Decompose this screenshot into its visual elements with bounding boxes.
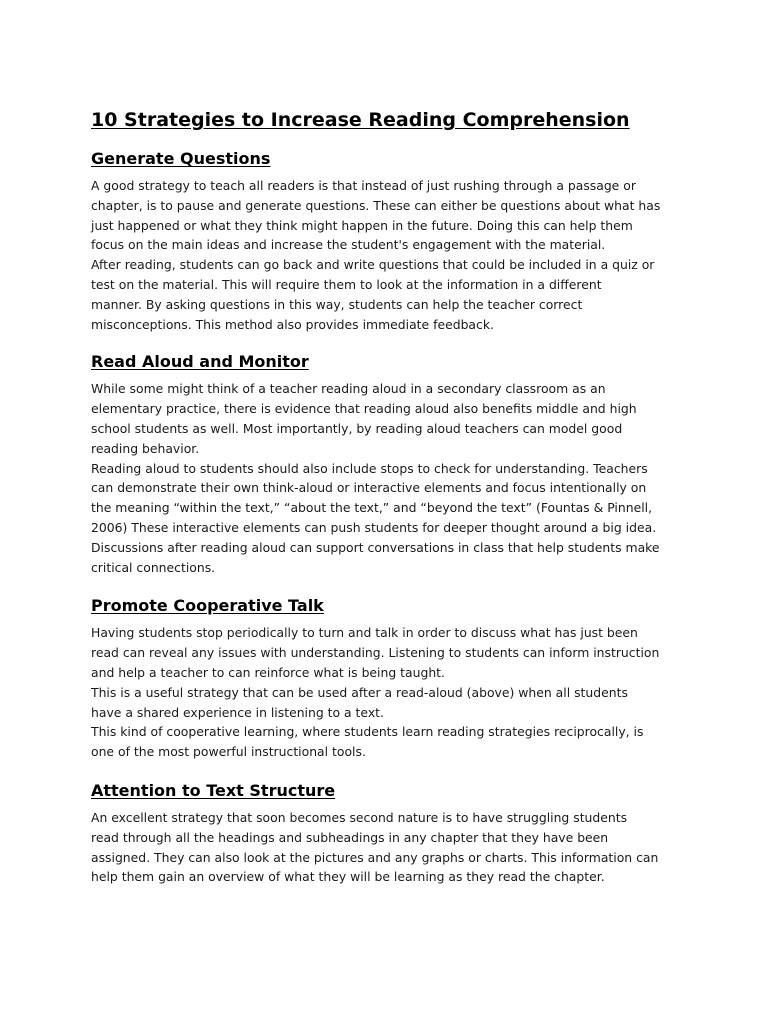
body-line: have a shared experience in listening to a text. [91, 704, 384, 720]
section-attention-to-text-structure [91, 781, 676, 887]
section-body [91, 808, 676, 887]
body-line: one of the most powerful instructional tools. [91, 744, 366, 760]
body-line: After reading, students can go back and write questions that could be included in a quiz or [91, 257, 655, 273]
body-line: assigned. They can also look at the pictures and any graphs or charts. This information can [91, 849, 659, 865]
body-line: can demonstrate their own think-aloud or interactive elements and focus intentionally on [91, 480, 647, 496]
section-heading: Generate Questions [91, 149, 271, 168]
body-line: reading behavior. [91, 440, 200, 456]
section-read-aloud-and-monitor [91, 352, 676, 577]
body-line: test on the material. This will require them to look at the information in a different [91, 276, 602, 292]
section-heading: Read Aloud and Monitor [91, 352, 309, 372]
body-line: Reading aloud to students should also include stops to check for understanding. Teachers [91, 460, 648, 476]
section-heading: Attention to Text Structure [91, 780, 336, 800]
body-line: read can reveal any issues with understanding. Listening to students can inform instruction [91, 645, 660, 661]
body-line: help them gain an overview of what they will be learning as they read the chapter. [91, 869, 605, 885]
body-line: focus on the main ideas and increase the student's engagement with the material. [91, 237, 606, 253]
section-promote-cooperative-talk [91, 596, 676, 762]
body-line: This is a useful strategy that can be used after a read-aloud (above) when all students [91, 684, 628, 700]
section-heading: Promote Cooperative Talk [91, 596, 324, 616]
body-line: and help a teacher to can reinforce what is being taught. [91, 664, 445, 680]
section-body [91, 623, 676, 762]
document-title: 10 Strategies to Increase Reading Comprehension [91, 109, 630, 131]
body-line: A good strategy to teach all readers is that instead of just rushing through a passage or [91, 178, 636, 193]
body-line: An excellent strategy that soon becomes second nature is to have struggling students [91, 809, 628, 825]
body-line: 2006) These interactive elements can push students for deeper thought around a big idea. [91, 519, 657, 535]
section-body [91, 176, 676, 334]
body-line: misconceptions. This method also provides immediate feedback. [91, 316, 494, 332]
body-line: read through all the headings and subheadings in any chapter that they have been [91, 829, 609, 845]
body-line: the meaning “within the text,” “about the text,” and “beyond the text” (Fountas & Pinnell, [91, 500, 653, 516]
body-line: chapter, is to pause and generate questions. These can either be questions about what has [91, 197, 661, 213]
section-generate-questions [91, 149, 676, 334]
body-line: manner. By asking questions in this way, students can help the teacher correct [91, 296, 583, 312]
body-line: Having students stop periodically to turn and talk in order to discuss what has just been [91, 625, 638, 641]
body-line: elementary practice, there is evidence that reading aloud also benefits middle and high [91, 401, 637, 417]
body-line: school students as well. Most importantly, by reading aloud teachers can model good [91, 420, 623, 436]
body-line: While some might think of a teacher reading aloud in a secondary classroom as an [91, 381, 606, 397]
body-line: critical connections. [91, 559, 216, 575]
section-body [91, 379, 676, 577]
body-line: This kind of cooperative learning, where students learn reading strategies reciprocally, is [91, 724, 644, 740]
body-line: just happened or what they think might happen in the future. Doing this can help them [91, 217, 633, 233]
body-line: Discussions after reading aloud can support conversations in class that help students make [91, 539, 660, 555]
